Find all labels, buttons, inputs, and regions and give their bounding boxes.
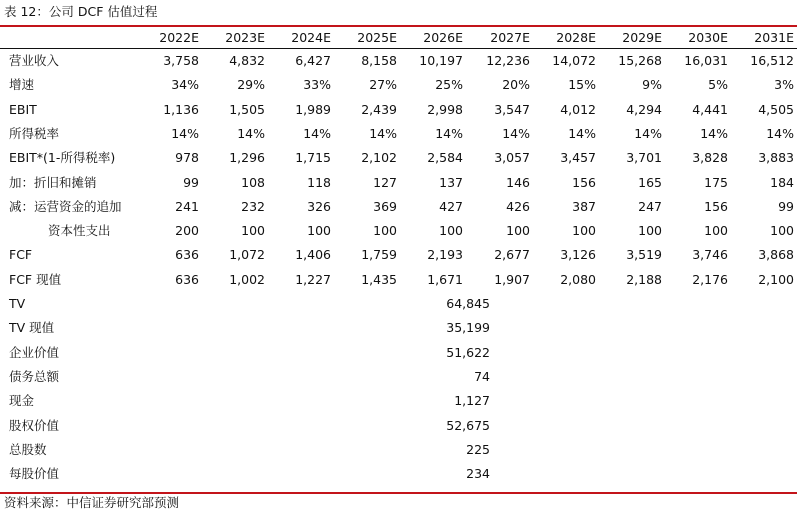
table-cell: 3,868 [758, 247, 794, 263]
year-header: 2022E [159, 30, 199, 45]
table-cell: 2,439 [361, 101, 397, 117]
table-cell: 3,828 [692, 150, 728, 166]
table-cell: 100 [770, 223, 794, 239]
table-row [0, 243, 797, 267]
table-cell: 156 [704, 198, 728, 214]
table-cell: 2,080 [560, 271, 596, 287]
table-cell: 1,002 [229, 271, 265, 287]
table-cell: 14% [237, 125, 265, 141]
table-cell: 14% [700, 125, 728, 141]
summary-row [0, 316, 797, 340]
row-label: 资本性支出 [48, 223, 111, 239]
year-header: 2024E [291, 30, 331, 45]
table-cell: 2,584 [427, 150, 463, 166]
table-cell: 14% [634, 125, 662, 141]
table-cell: 4,012 [560, 101, 596, 117]
table-cell: 16,512 [750, 53, 794, 68]
year-header: 2028E [556, 30, 596, 45]
row-label: EBIT*(1-所得税率) [9, 150, 116, 166]
summary-value: 35,199 [446, 320, 490, 336]
table-cell: 100 [373, 223, 397, 239]
row-label: FCF [9, 247, 33, 263]
table-cell: 3,457 [560, 150, 596, 166]
table-cell: 1,989 [295, 101, 331, 117]
table-cell: 146 [506, 174, 530, 190]
row-label: EBIT [9, 101, 37, 117]
table-cell: 14% [303, 125, 331, 141]
summary-row [0, 462, 797, 486]
table-cell: 4,441 [692, 101, 728, 117]
table-cell: 3,547 [494, 101, 530, 117]
table-cell: 15,268 [618, 53, 662, 68]
table-cell: 100 [704, 223, 728, 239]
year-header: 2029E [622, 30, 662, 45]
table-row [0, 146, 797, 170]
summary-value: 52,675 [446, 417, 490, 433]
table-cell: 1,759 [361, 247, 397, 263]
table-cell: 25% [435, 77, 463, 93]
summary-label: TV 现值 [9, 320, 55, 336]
summary-row [0, 341, 797, 365]
table-cell: 3,126 [560, 247, 596, 263]
table-cell: 100 [638, 223, 662, 239]
table-cell: 184 [770, 174, 794, 190]
table-cell: 33% [303, 77, 331, 93]
table-cell: 200 [175, 223, 199, 239]
table-row [0, 268, 797, 292]
table-row [0, 98, 797, 122]
table-cell: 4,294 [626, 101, 662, 117]
table-cell: 3,758 [163, 53, 199, 68]
table-cell: 2,188 [626, 271, 662, 287]
table-cell: 3% [774, 77, 794, 93]
table-cell: 6,427 [295, 53, 331, 68]
summary-row [0, 292, 797, 316]
table-cell: 34% [171, 77, 199, 93]
table-cell: 5% [708, 77, 728, 93]
table-cell: 232 [241, 198, 265, 214]
table-cell: 3,701 [626, 150, 662, 166]
table-cell: 1,715 [295, 150, 331, 166]
header-row [0, 27, 797, 48]
summary-value: 225 [466, 441, 490, 457]
summary-value: 1,127 [454, 393, 490, 409]
table-cell: 100 [439, 223, 463, 239]
table-row [0, 171, 797, 195]
summary-label: 股权价值 [9, 417, 60, 433]
table-cell: 247 [638, 198, 662, 214]
table-cell: 2,100 [758, 271, 794, 287]
table-cell: 8,158 [361, 53, 397, 68]
summary-label: 每股价值 [9, 466, 60, 482]
table-cell: 175 [704, 174, 728, 190]
table-cell: 3,519 [626, 247, 662, 263]
table-cell: 14,072 [552, 53, 596, 68]
table-cell: 326 [307, 198, 331, 214]
table-cell: 156 [572, 174, 596, 190]
summary-row [0, 438, 797, 462]
table-cell: 2,677 [494, 247, 530, 263]
table-row [0, 219, 797, 243]
table-cell: 12,236 [486, 53, 530, 68]
table-cell: 2,102 [361, 150, 397, 166]
year-header: 2026E [423, 30, 463, 45]
summary-label: 企业价值 [9, 344, 60, 360]
table-cell: 978 [175, 150, 199, 166]
table-cell: 108 [241, 174, 265, 190]
table-cell: 100 [572, 223, 596, 239]
table-cell: 2,193 [427, 247, 463, 263]
table-cell: 14% [568, 125, 596, 141]
table-cell: 20% [502, 77, 530, 93]
year-header: 2023E [225, 30, 265, 45]
table-cell: 636 [175, 271, 199, 287]
table-cell: 1,907 [494, 271, 530, 287]
table-cell: 165 [638, 174, 662, 190]
table-cell: 16,031 [684, 53, 728, 68]
table-cell: 1,072 [229, 247, 265, 263]
row-label: 营业收入 [9, 53, 60, 68]
table-cell: 4,505 [758, 101, 794, 117]
summary-value: 74 [474, 368, 490, 384]
table-cell: 100 [506, 223, 530, 239]
table-cell: 137 [439, 174, 463, 190]
summary-value: 234 [466, 466, 490, 482]
year-header: 2031E [754, 30, 794, 45]
table-cell: 118 [307, 174, 331, 190]
table-cell: 241 [175, 198, 199, 214]
summary-label: 现金 [9, 393, 35, 409]
table-cell: 100 [307, 223, 331, 239]
row-label: 所得税率 [9, 125, 60, 141]
table-cell: 1,406 [295, 247, 331, 263]
table-cell: 10,197 [419, 53, 463, 68]
summary-row [0, 365, 797, 389]
table-cell: 2,176 [692, 271, 728, 287]
table-cell: 1,435 [361, 271, 397, 287]
table-cell: 15% [568, 77, 596, 93]
summary-label: TV [9, 296, 26, 311]
summary-row [0, 414, 797, 438]
table-cell: 369 [373, 198, 397, 214]
year-header: 2025E [357, 30, 397, 45]
table-cell: 29% [237, 77, 265, 93]
table-cell: 14% [502, 125, 530, 141]
table-row [0, 49, 797, 73]
table-cell: 4,832 [229, 53, 265, 68]
summary-row [0, 389, 797, 413]
table-cell: 2,998 [427, 101, 463, 117]
row-label: 加：折旧和摊销 [9, 174, 97, 190]
table-row [0, 195, 797, 219]
table-cell: 27% [369, 77, 397, 93]
table-cell: 3,746 [692, 247, 728, 263]
row-label: FCF 现值 [9, 271, 62, 287]
table-cell: 99 [183, 174, 199, 190]
table-cell: 100 [241, 223, 265, 239]
table-cell: 14% [766, 125, 794, 141]
table-cell: 127 [373, 174, 397, 190]
table-cell: 3,883 [758, 150, 794, 166]
table-cell: 14% [369, 125, 397, 141]
summary-value: 51,622 [446, 344, 490, 360]
table-cell: 1,227 [295, 271, 331, 287]
table-cell: 426 [506, 198, 530, 214]
table-cell: 3,057 [494, 150, 530, 166]
year-header: 2027E [490, 30, 530, 45]
table-cell: 1,671 [427, 271, 463, 287]
row-label: 减：运营资金的追加 [9, 198, 122, 214]
summary-value: 64,845 [446, 296, 490, 311]
table-cell: 1,505 [229, 101, 265, 117]
row-label: 增速 [9, 77, 35, 93]
table-cell: 1,296 [229, 150, 265, 166]
table-row [0, 122, 797, 146]
table-title: 表 12：公司 DCF 估值过程 [4, 4, 158, 19]
table-cell: 14% [171, 125, 199, 141]
table-cell: 9% [642, 77, 662, 93]
source-note: 资料来源：中信证券研究部预测 [4, 495, 180, 510]
table-cell: 1,136 [163, 101, 199, 117]
summary-label: 总股数 [9, 441, 47, 457]
summary-label: 债务总额 [9, 368, 60, 384]
table-cell: 99 [778, 198, 794, 214]
table-cell: 427 [439, 198, 463, 214]
year-header: 2030E [688, 30, 728, 45]
table-cell: 387 [572, 198, 596, 214]
table-row [0, 73, 797, 97]
table-cell: 14% [435, 125, 463, 141]
table-cell: 636 [175, 247, 199, 263]
